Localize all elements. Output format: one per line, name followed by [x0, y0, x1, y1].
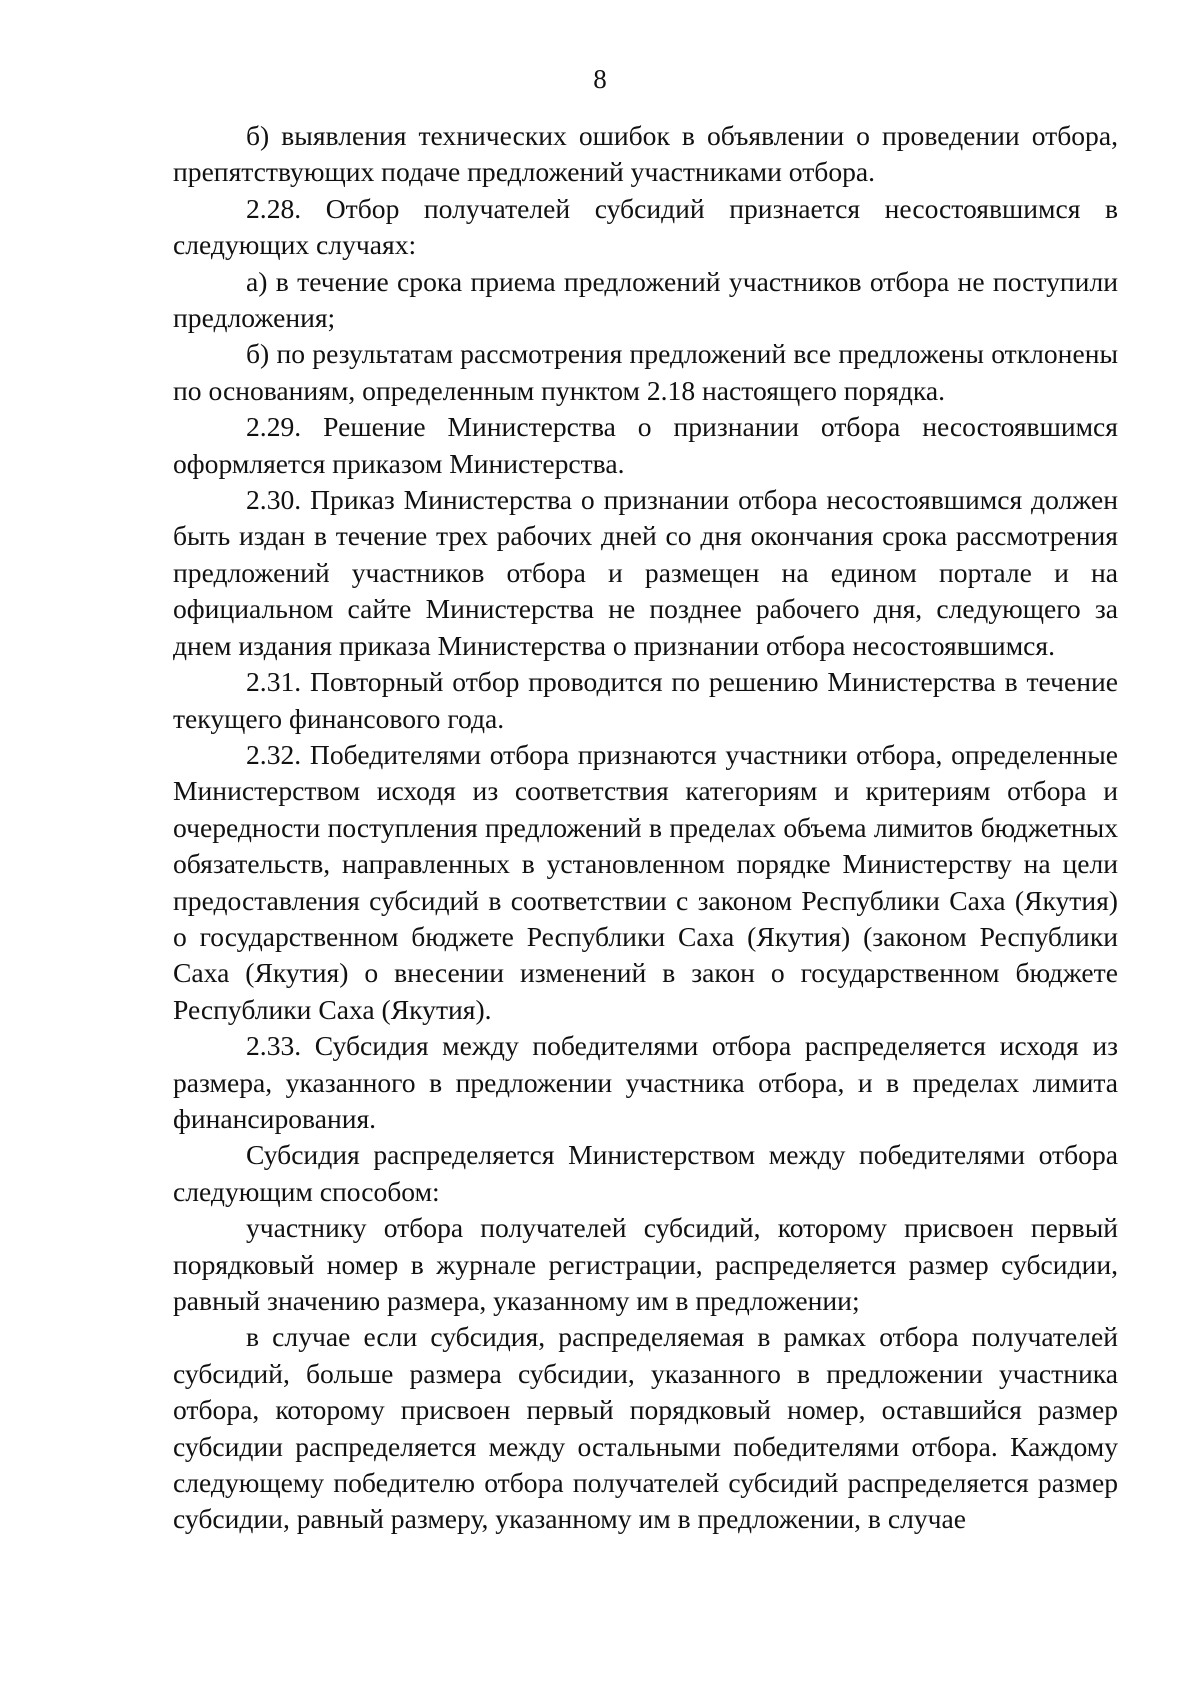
paragraph: 2.32. Победителями отбора признаются участники отбора, определенные Министерством исходя из соответствия категориям и критериям отбора и очередности поступления предложений в пределах объема лимитов бюджетных обязательств, направленных в установленном порядке Министерству на цели предоставления субсидий в соответствии с законом Республики Саха (Якутия) о государственном бюджете Республики Саха (Якутия) (законом Республики Саха (Якутия) о внесении изменений в закон о государственном бюджете Республики Саха (Якутия).	[173, 738, 1118, 1025]
paragraph: 2.28. Отбор получателей субсидий признается несостоявшимся в следующих случаях:	[173, 192, 1118, 261]
paragraph: Субсидия распределяется Министерством между победителями отбора следующим способом:	[173, 1139, 1118, 1207]
page-number: 8	[593, 64, 607, 94]
paragraph: 2.31. Повторный отбор проводится по решению Министерства в течение текущего финансового года.	[173, 666, 1118, 734]
paragraph: в случае если субсидия, распределяемая в рамках отбора получателей субсидий, больше размера субсидии, указанного в предложении участника отбора, которому присвоен первый порядковый номер, оставшийся размер субсидии распределяется между остальными победителями отбора. Каждому следующему победителю отбора получателей субсидий распределяется размер субсидии, равный размеру, указанному им в предложении, в случае	[173, 1321, 1118, 1535]
paragraph: 2.29. Решение Министерства о признании отбора несостоявшимся оформляется приказом Министерства.	[173, 411, 1118, 479]
paragraph: б) по результатам рассмотрения предложений все предложены отклонены по основаниям, определенным пунктом 2.18 настоящего порядка.	[173, 338, 1118, 406]
paragraph: 2.30. Приказ Министерства о признании отбора несостоявшимся должен быть издан в течение трех рабочих дней со дня окончания срока рассмотрения предложений участников отбора и размещен на едином портале и на официальном сайте Министерства не позднее рабочего дня, следующего за днем издания приказа Министерства о признании отбора несостоявшимся.	[173, 484, 1118, 661]
paragraph: а) в течение срока приема предложений участников отбора не поступили предложения;	[173, 265, 1118, 334]
document-body	[173, 118, 1118, 1538]
paragraph: участнику отбора получателей субсидий, которому присвоен первый порядковый номер в журнале регистрации, распределяется размер субсидии, равный значению размера, указанному им в предложении;	[173, 1212, 1118, 1316]
paragraph: 2.33. Субсидия между победителями отбора распределяется исходя из размера, указанного в предложении участника отбора, и в пределах лимита финансирования.	[173, 1030, 1118, 1134]
paragraph: б) выявления технических ошибок в объявлении о проведении отбора, препятствующих подаче предложений участниками отбора.	[173, 120, 1118, 188]
